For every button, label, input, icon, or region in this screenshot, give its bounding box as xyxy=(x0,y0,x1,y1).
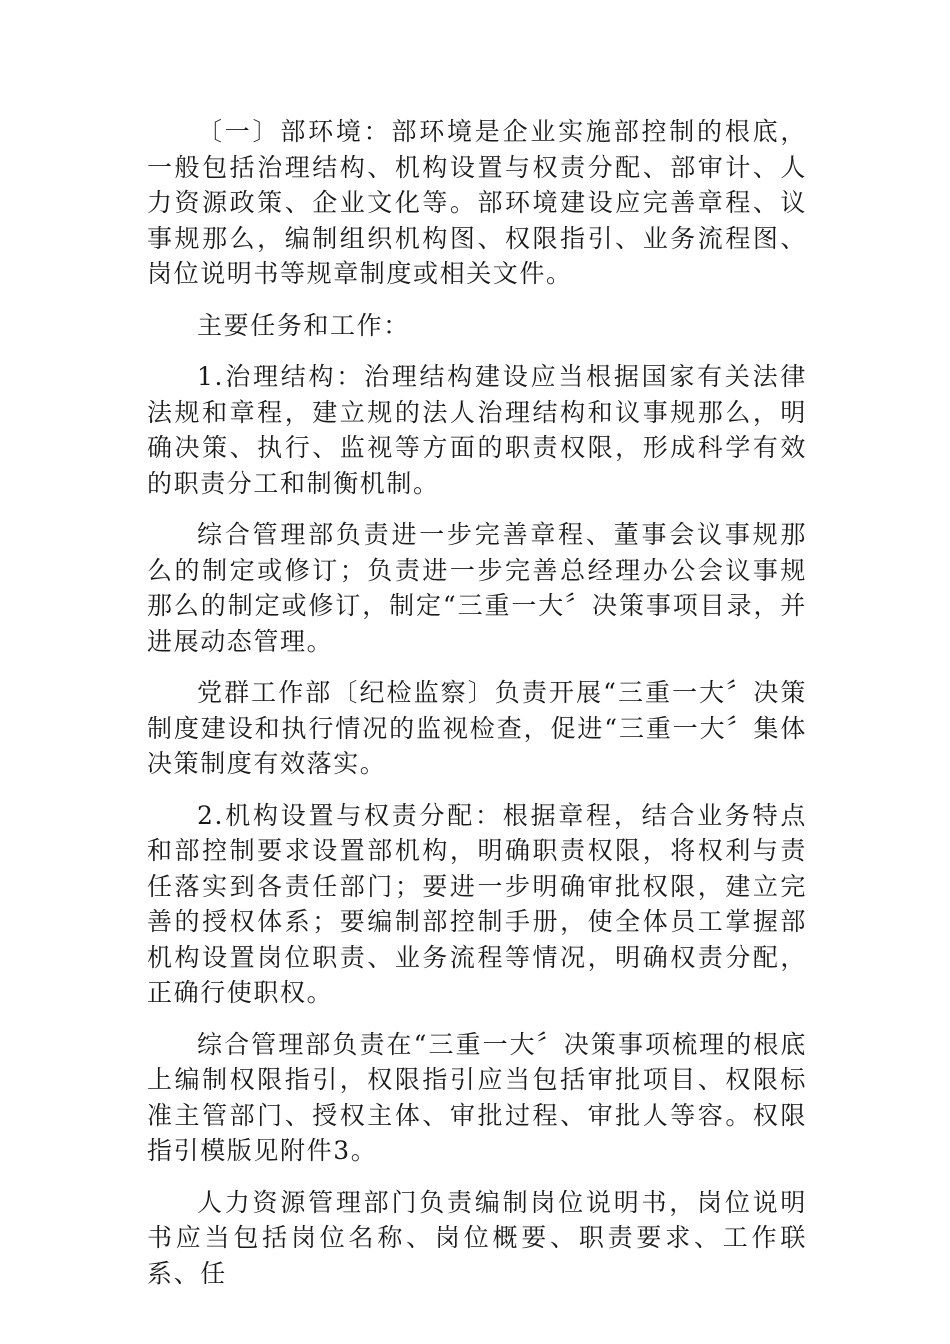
paragraph-main-tasks-heading: 主要任务和工作： xyxy=(197,310,410,340)
paragraph-organization-authority: 2.机构设置与权责分配：根据章程，结合业务特点和部控制要求设置部机构，明确职责权限，将权利与责任落实到各责任部门；要进一步明确审批权限，建立完善的授权体系；要编制部控制手册，使全体员工掌握部机构设置岗位职责、业务流程等情况，明确权责分配，正确行使职权。 xyxy=(147,800,807,1007)
paragraph-hr-job-description: 人力资源管理部门负责编制岗位说明书，岗位说明书应当包括岗位名称、岗位概要、职责要求、工作联系、任 xyxy=(147,1187,807,1288)
document-body xyxy=(147,114,807,1307)
paragraph-governance-structure: 1.治理结构：治理结构建设应当根据国家有关法律法规和章程，建立规的法人治理结构和议事规那么，明确决策、执行、监视等方面的职责权限，形成科学有效的职责分工和制衡机制。 xyxy=(147,362,807,498)
paragraph-authority-guide: 综合管理部负责在“三重一大〞决策事项梳理的根底上编制权限指引，权限指引应当包括审批项目、权限标准主管部门、授权主体、审批过程、审批人等容。权限指引模版见附件3。 xyxy=(147,1029,807,1165)
paragraph-general-management-dept: 综合管理部负责进一步完善章程、董事会议事规那么的制定或修订；负责进一步完善总经理办公会议事规那么的制定或修订，制定“三重一大〞决策事项目录，并进展动态管理。 xyxy=(147,520,807,656)
paragraph-internal-environment: 〔一〕部环境：部环境是企业实施部控制的根底，一般包括治理结构、机构设置与权责分配、部审计、人力资源政策、企业文化等。部环境建设应完善章程、议事规那么，编制组织机构图、权限指引、业务流程图、岗位说明书等规章制度或相关文件。 xyxy=(147,117,807,288)
paragraph-party-work-dept: 党群工作部〔纪检监察〕负责开展“三重一大〞决策制度建设和执行情况的监视检查，促进“三重一大〞集体决策制度有效落实。 xyxy=(147,678,807,778)
